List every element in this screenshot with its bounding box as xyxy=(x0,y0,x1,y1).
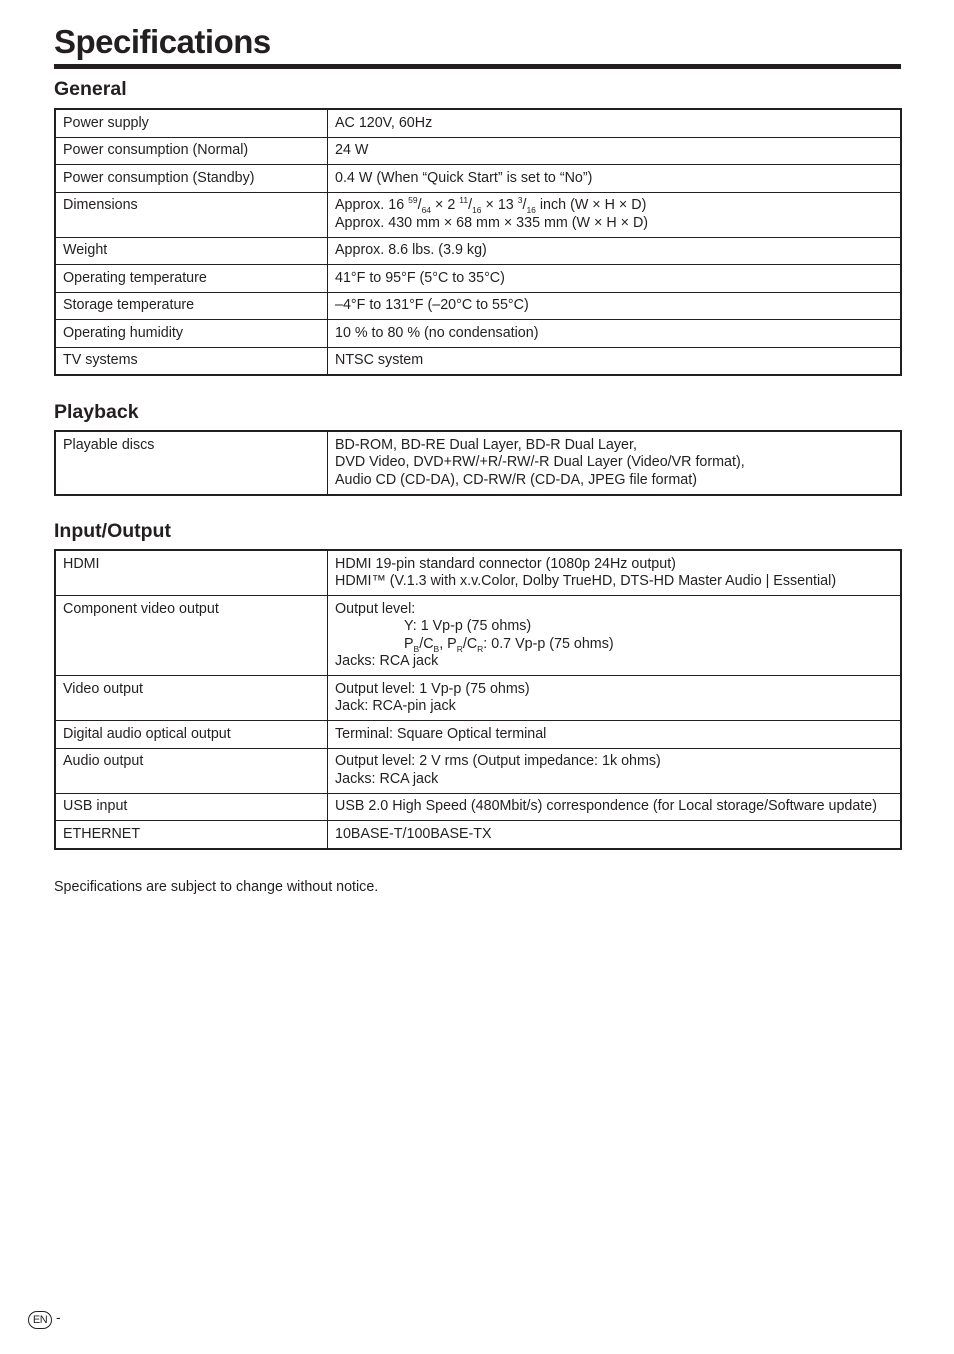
dimensions-mm-line: Approx. 430 mm × 68 mm × 335 mm (W × H × D) xyxy=(335,214,649,231)
spec-value-line: HDMI 19-pin standard connector (1080p 24Hz output) xyxy=(335,555,676,572)
spec-label: Audio output xyxy=(55,748,328,793)
spec-value xyxy=(328,721,902,749)
general-spec-table xyxy=(54,108,902,376)
spec-value-line: Terminal: Square Optical terminal xyxy=(335,725,547,742)
spec-value xyxy=(328,596,902,676)
table-row xyxy=(55,821,901,849)
spec-value xyxy=(328,550,902,596)
table-row xyxy=(55,109,901,137)
table-row xyxy=(55,320,901,348)
spec-value-line: Jacks: RCA jack xyxy=(335,653,439,669)
spec-value: 41°F to 95°F (5°C to 35°C) xyxy=(328,265,902,293)
spec-value-line: $P_B/C_B$, $P_R/C_R$: 0.7 Vp-p (75 ohms) xyxy=(404,635,614,654)
spec-value-line: Output level: 2 V rms (Output impedance: 1k ohms) xyxy=(335,753,661,769)
table-row xyxy=(55,550,901,596)
table-row xyxy=(55,265,901,293)
io-spec-table xyxy=(54,549,902,850)
dimensions-inch-line: Approx. 16 $^{59}/_{64} \times 2$ $^{11}/_{16} \times 13$ $^3/_{16}$ inch (W × H × D) xyxy=(335,195,647,215)
spec-value-line: DVD Video, DVD+RW/+R/-RW/-R Dual Layer (Video/VR format), xyxy=(335,454,745,470)
spec-label: USB input xyxy=(55,793,328,821)
spec-value xyxy=(328,748,902,793)
spec-value: 0.4 W (When “Quick Start” is set to “No”) xyxy=(328,165,902,193)
spec-value-line: Output level: xyxy=(335,600,416,617)
spec-label: Power consumption (Normal) xyxy=(55,137,328,165)
section-heading-playback: Playback xyxy=(54,401,139,423)
spec-label: Digital audio optical output xyxy=(55,721,328,749)
table-row xyxy=(55,676,901,721)
spec-value: –4°F to 131°F (–20°C to 55°C) xyxy=(328,292,902,320)
table-row xyxy=(55,793,901,821)
spec-value xyxy=(328,793,902,821)
spec-value: NTSC system xyxy=(328,347,902,375)
spec-label: Operating humidity xyxy=(55,320,328,348)
spec-value-line: Audio CD (CD-DA), CD-RW/R (CD-DA, JPEG file format) xyxy=(335,471,697,488)
table-row xyxy=(55,292,901,320)
table-row xyxy=(55,237,901,265)
table-row xyxy=(55,347,901,375)
spec-value-line: HDMI™ (V.1.3 with x.v.Color, Dolby TrueHD, DTS-HD Master Audio | Essential) xyxy=(335,573,837,589)
spec-label: Video output xyxy=(55,676,328,721)
spec-value-line: Jacks: RCA jack xyxy=(335,770,439,787)
table-row xyxy=(55,748,901,793)
spec-value xyxy=(328,821,902,849)
spec-value-line: USB 2.0 High Speed (480Mbit/s) correspondence (for Local storage/Software update) xyxy=(335,798,877,814)
spec-value-line: 10BASE-T/100BASE-TX xyxy=(335,825,492,842)
spec-value: AC 120V, 60Hz xyxy=(328,109,902,137)
table-row xyxy=(55,721,901,749)
spec-value-line: Output level: 1 Vp-p (75 ohms) xyxy=(335,680,530,697)
page-separator: - xyxy=(56,1309,61,1325)
spec-value xyxy=(328,431,902,495)
spec-label: Component video output xyxy=(55,596,328,676)
table-row xyxy=(55,165,901,193)
spec-label: Operating temperature xyxy=(55,265,328,293)
spec-value-line: Jack: RCA-pin jack xyxy=(335,698,456,714)
table-row xyxy=(55,137,901,165)
table-row xyxy=(55,596,901,676)
title-rule xyxy=(54,64,901,69)
spec-value: 10 % to 80 % (no condensation) xyxy=(328,320,902,348)
spec-value: 24 W xyxy=(328,137,902,165)
spec-value-line: BD-ROM, BD-RE Dual Layer, BD-R Dual Layer, xyxy=(335,436,637,453)
section-heading-input-output: Input/Output xyxy=(54,520,171,542)
spec-value-dimensions xyxy=(328,192,902,237)
spec-label: Power supply xyxy=(55,109,328,137)
table-row xyxy=(55,431,901,495)
page-title: Specifications xyxy=(54,23,271,60)
spec-label: Playable discs xyxy=(55,431,328,495)
section-heading-general: General xyxy=(54,78,127,100)
playback-spec-table xyxy=(54,430,902,496)
spec-value-line: Y: 1 Vp-p (75 ohms) xyxy=(404,618,532,634)
spec-label: ETHERNET xyxy=(55,821,328,849)
language-badge: EN xyxy=(28,1311,52,1329)
spec-label: Storage temperature xyxy=(55,292,328,320)
spec-label: Weight xyxy=(55,237,328,265)
spec-label: Power consumption (Standby) xyxy=(55,165,328,193)
spec-value xyxy=(328,676,902,721)
footnote: Specifications are subject to change without notice. xyxy=(54,879,379,895)
spec-label: Dimensions xyxy=(55,192,328,237)
spec-label: HDMI xyxy=(55,550,328,596)
spec-value: Approx. 8.6 lbs. (3.9 kg) xyxy=(328,237,902,265)
table-row xyxy=(55,192,901,237)
spec-label: TV systems xyxy=(55,347,328,375)
